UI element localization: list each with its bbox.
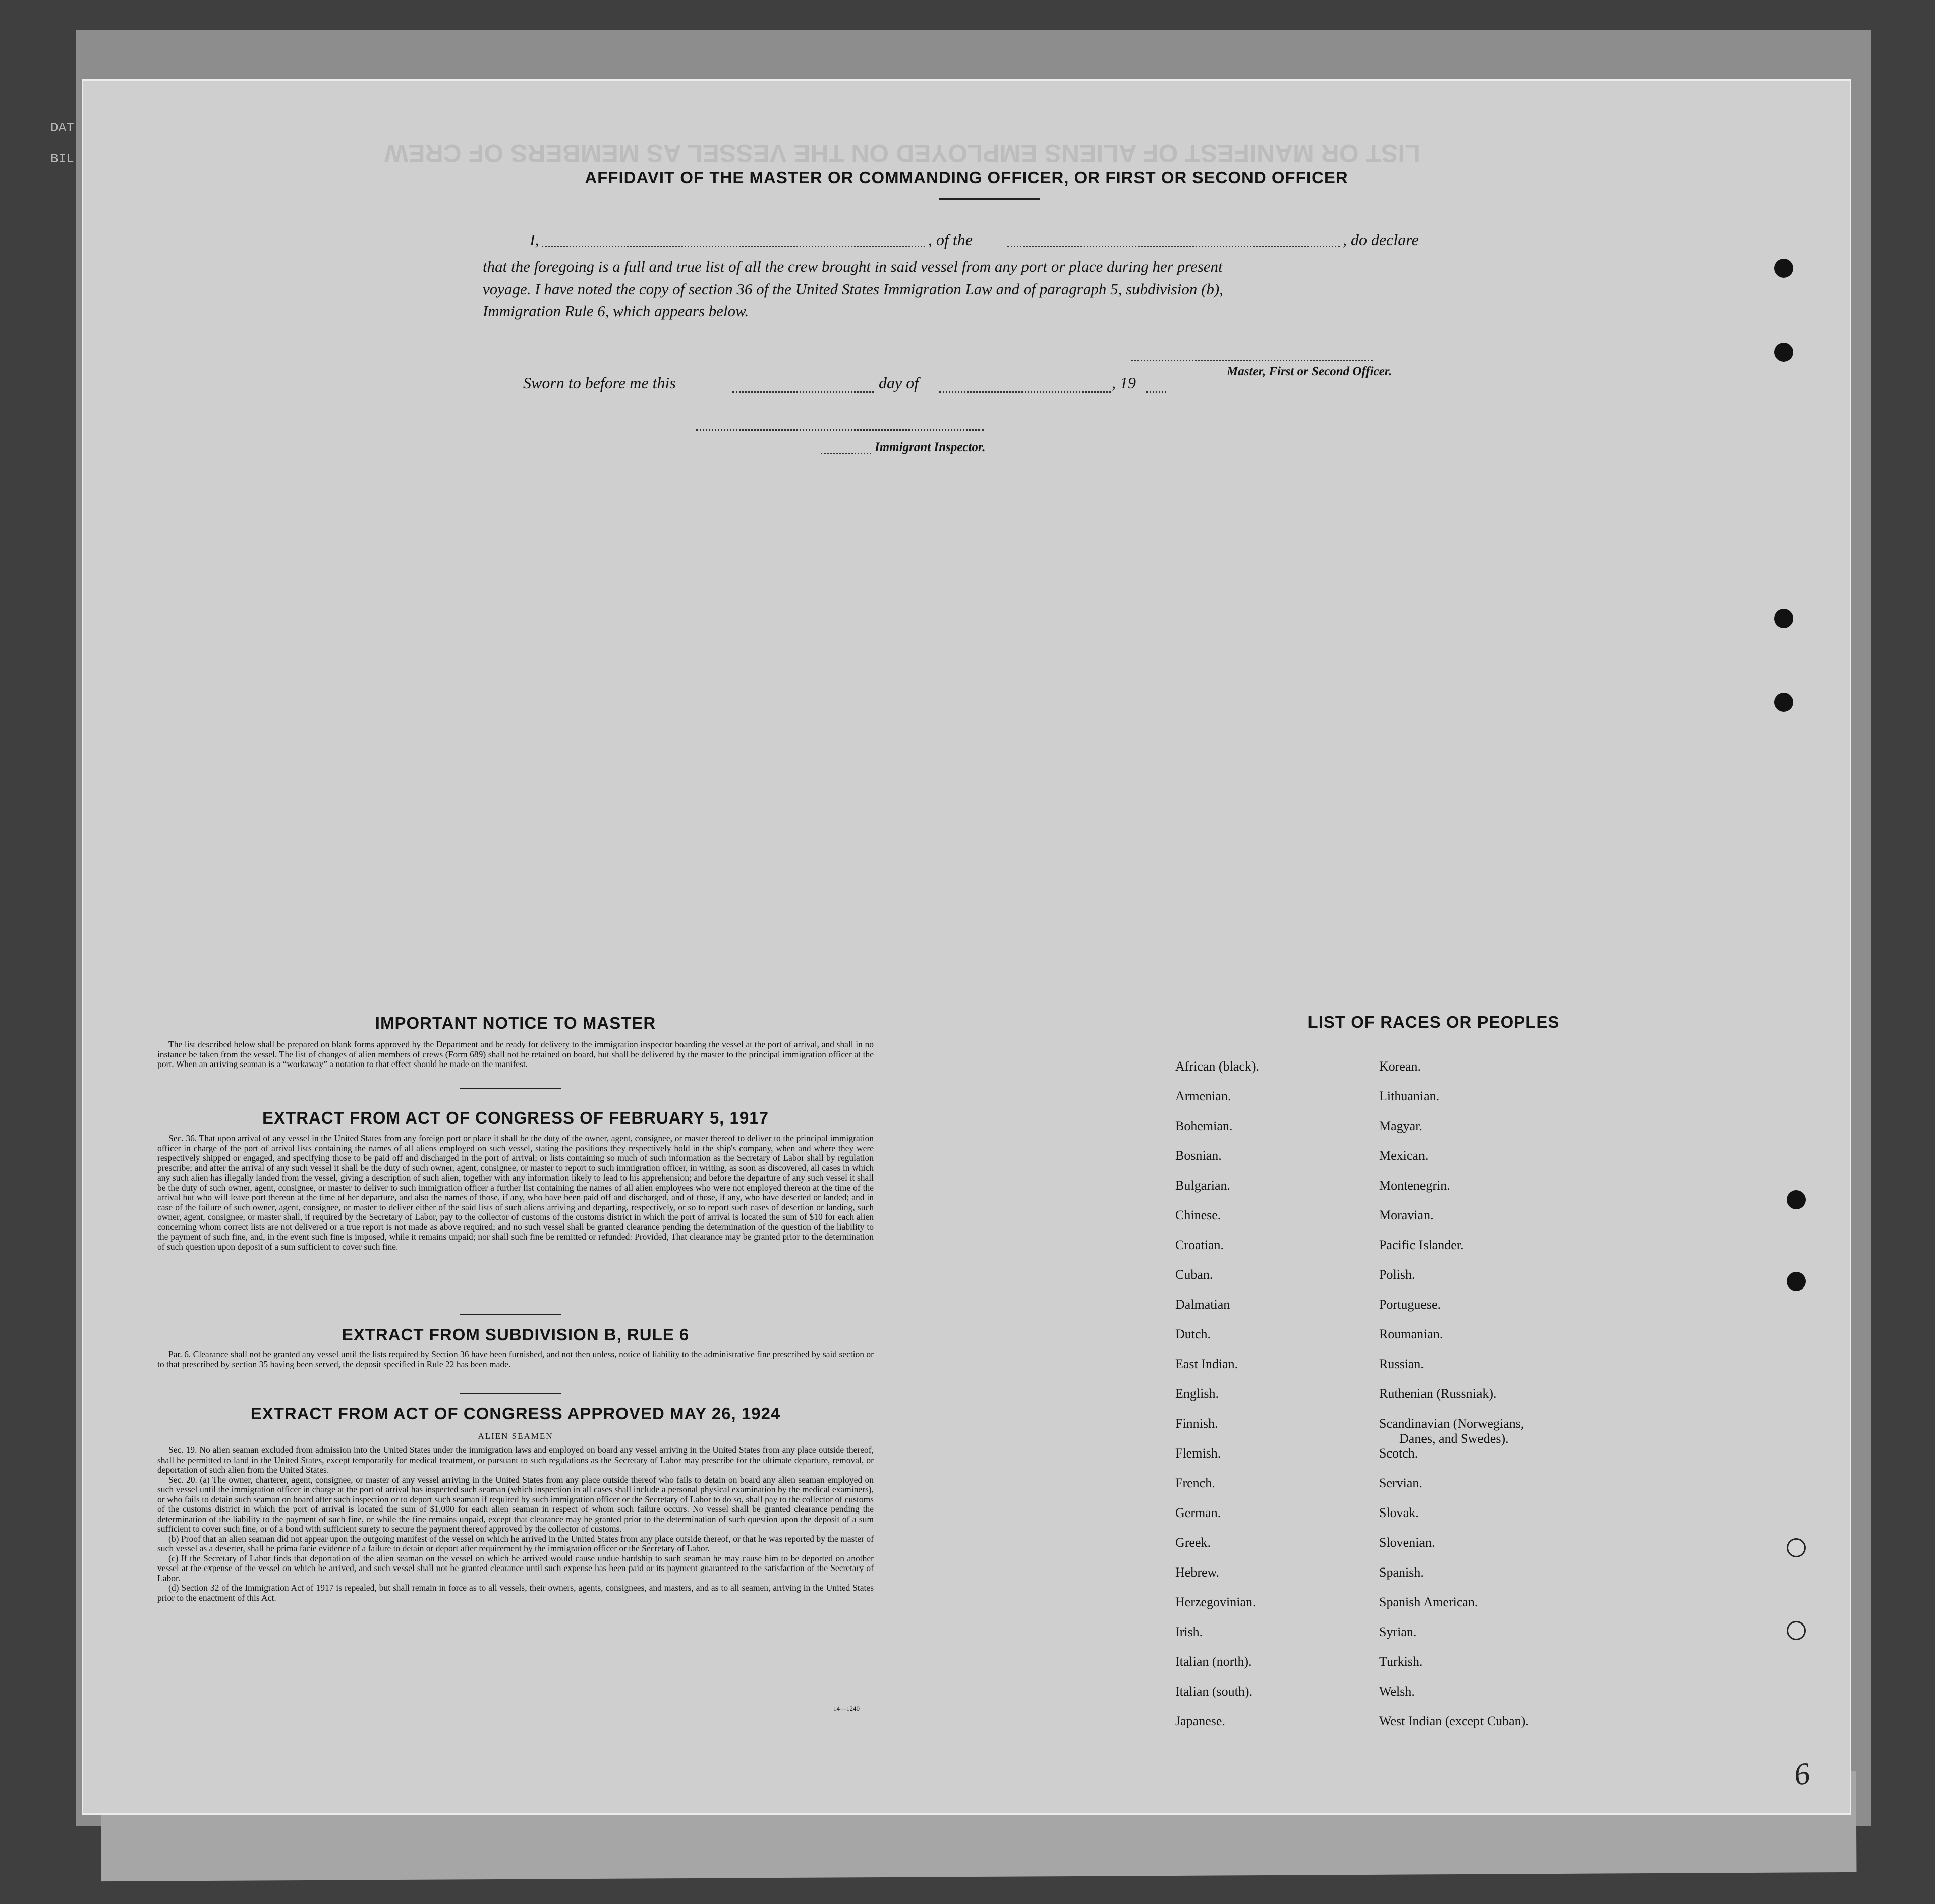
race-label: Moravian. [1379, 1208, 1434, 1222]
vessel-blank-line[interactable] [1007, 246, 1340, 247]
race-label: Pacific Islander. [1379, 1238, 1464, 1252]
race-label: Polish. [1379, 1267, 1415, 1282]
notice-divider [460, 1088, 561, 1089]
sec-20d-paragraph: (d) Section 32 of the Immigration Act of 1917 is repealed, but shall remain in force as to all vessels, their owners, agents, consignees, and masters, and as to all seamen, arriving in the United States prior to the enactment of this Act. [157, 1583, 874, 1603]
race-label: Japanese. [1175, 1714, 1225, 1728]
race-label: Italian (south). [1175, 1684, 1253, 1699]
right-race-item [1379, 1238, 1529, 1267]
affidavit-i-label: I, [530, 231, 539, 249]
race-label: Finnish. [1175, 1416, 1218, 1431]
extract-1924-title: EXTRACT FROM ACT OF CONGRESS APPROVED MAY 26, 1924 [250, 1404, 781, 1423]
races-right-column [1379, 1059, 1529, 1744]
race-label: East Indian. [1175, 1357, 1238, 1371]
inspector-caption: Immigrant Inspector. [875, 440, 986, 454]
race-label: Chinese. [1175, 1208, 1221, 1222]
right-race-item [1379, 1714, 1529, 1744]
race-label: Spanish American. [1379, 1595, 1478, 1609]
left-race-item [1175, 1267, 1259, 1297]
right-race-item [1379, 1565, 1529, 1595]
race-label: Ruthenian (Russniak). [1379, 1386, 1497, 1401]
affidavit-of-the-label: , of the [928, 231, 973, 249]
race-label: Servian. [1379, 1476, 1422, 1490]
left-race-item [1175, 1684, 1259, 1714]
extract-rule6-title: EXTRACT FROM SUBDIVISION B, RULE 6 [342, 1325, 690, 1344]
left-race-item [1175, 1714, 1259, 1744]
race-label: Slovenian. [1379, 1535, 1435, 1550]
race-label: Russian. [1379, 1357, 1424, 1371]
sworn-month-blank[interactable] [939, 391, 1111, 393]
right-race-item [1379, 1654, 1529, 1684]
sec-20b-paragraph: (b) Proof that an alien seaman did not appear upon the outgoing manifest of the vessel on which he arrived in the United States from any place outside thereof, or that he was reported by the master of such vessel as a deserter, shall be prima facie evidence of a failure to detain or deport after requirement by the immigration officer or the Secretary of Labor. [157, 1533, 874, 1553]
left-race-item [1175, 1118, 1259, 1148]
affidavit-line-2: voyage. I have noted the copy of section 36 of the United States Immigration Law and of paragraph 5, subdivision (b), [483, 280, 1223, 298]
extract-1917-text: Sec. 36. That upon arrival of any vessel in the United States from any foreign port or place it shall be the duty of the owner, agent, consignee, or master thereof to deliver to the principal immigration officer in charge of the port of arrival lists containing the names of all aliens employed on such vessel, stating the positions they respectively hold in the ship's company, when and where they were respectively shipped or engaged, and specifying those to be paid off and discharged in the port of arrival; or lists containing so much of such information as the Secretary of Labor shall by regulation prescribe; and after the arrival of any such vessel it shall be the duty of such owner, agent, consignee, or master to report to such immigration officer, in writing, as soon as discovered, all cases in which any such alien has illegally landed from the vessel, giving a description of such alien, together with any information likely to lead to his apprehension; and before the departure of any such vessel it shall be the duty of such owner, agent, consignee, or master to deliver to such immigration officer a further list containing the names of all alien employees who were not employed thereon at the time of the arrival but who will leave port thereon at the time of her departure, and also the names of those, if any, who have been paid off and discharged, and of those, if any, who have deserted or landed; and in case of the failure of such owner, agent, consignee, or master to deliver either of the said lists of such aliens arriving and departing, respectively, or so to report such cases of desertion or landing, such owner, agent, consignee, or master shall, if required by the Secretary of Labor, pay to the collector of customs of the customs district in which the port of arrival is located the sum of $10 for each alien concerning whom correct lists are not delivered or a true report is not made as above required; and no such vessel shall be granted clearance pending the determination of the question of the liability to the payment of such fine, and, in the event such fine is imposed, while it remains unpaid; nor shall such fine be remitted or refunded: Provided, That clearance may be granted prior to the determination of such question upon deposit of a sum sufficient to cover such fine. [157, 1133, 874, 1252]
sworn-year-blank[interactable] [1146, 391, 1166, 393]
race-label: Syrian. [1379, 1625, 1417, 1639]
race-label: English. [1175, 1386, 1219, 1401]
right-race-item [1379, 1297, 1529, 1327]
extract-rule6-divider [460, 1393, 561, 1394]
left-race-item [1175, 1208, 1259, 1238]
race-label: Herzegovinian. [1175, 1595, 1256, 1609]
race-label: Montenegrin. [1379, 1178, 1450, 1193]
race-label: Bulgarian. [1175, 1178, 1231, 1193]
race-label: French. [1175, 1476, 1215, 1490]
edge-text-bil: BIL [50, 151, 74, 166]
races-left-column [1175, 1059, 1259, 1744]
left-race-item [1175, 1327, 1259, 1357]
bleed-through-heading: LIST OR MANIFEST OF ALIENS EMPLOYED ON THE VESSEL AS MEMBERS OF CREW [384, 139, 1420, 167]
left-race-item [1175, 1059, 1259, 1089]
notice-title: IMPORTANT NOTICE TO MASTER [375, 1014, 656, 1032]
signature-caption: Master, First or Second Officer. [1227, 365, 1392, 378]
form-number: 14—1240 [833, 1705, 860, 1712]
sec-20a-paragraph: Sec. 20. (a) The owner, charterer, agent, consignee, or master of any vessel arriving in the United States from any place outside thereof who fails to detain on board any alien seaman employed on such vessel until the immigration officer in charge at the port of arrival has inspected such seaman (which inspection in all cases shall include a personal physical examination by the medical examiners), or who fails to detain such seaman on board after such inspection or to deport such seaman if required by such immigration officer or the Secretary of Labor to do so, shall pay to the collector of customs of the customs district in which the port of arrival is located the sum of $1,000 for each alien seaman in respect of whom such failure occurs. No vessel shall be granted clearance pending the determination of the liability to the payment of such fine, or while the fine remains unpaid, except that clearance may be granted prior to the determination of such question upon the deposit of a sum sufficient to cover such fine, or of a bond with sufficient surety to secure the payment thereof approved by the collector of customs. [157, 1474, 874, 1534]
race-label: Hebrew. [1175, 1565, 1220, 1580]
affidavit-declare-label: , do declare [1343, 231, 1419, 249]
race-label: Croatian. [1175, 1238, 1224, 1252]
extract-1917-divider [460, 1314, 561, 1315]
right-race-item [1379, 1178, 1529, 1208]
right-race-item [1379, 1118, 1529, 1148]
left-race-item [1175, 1654, 1259, 1684]
punch-hole [1787, 1621, 1806, 1640]
left-race-item [1175, 1238, 1259, 1267]
manifest-page [82, 79, 1851, 1815]
race-label: Greek. [1175, 1535, 1211, 1550]
punch-hole [1787, 1190, 1806, 1209]
right-race-item [1379, 1208, 1529, 1238]
title-divider [939, 198, 1040, 200]
right-race-item [1379, 1386, 1529, 1416]
left-race-item [1175, 1625, 1259, 1654]
extract-rule6-text: Par. 6. Clearance shall not be granted any vessel until the lists required by Section 36 have been furnished, and not then unless, notice of liability to the administrative fine prescribed by said section or to that prescribed by section 35 having been served, the deposit specified in Rule 22 has been made. [157, 1349, 874, 1369]
race-label: Flemish. [1175, 1446, 1221, 1461]
races-title: LIST OF RACES OR PEOPLES [1307, 1013, 1560, 1031]
race-label: Slovak. [1379, 1505, 1419, 1520]
right-race-item [1379, 1505, 1529, 1535]
right-race-item [1379, 1148, 1529, 1178]
right-race-item [1379, 1357, 1529, 1386]
inspector-signature-line[interactable] [696, 429, 984, 431]
extract-1924-subtitle: ALIEN SEAMEN [478, 1431, 553, 1441]
race-label: Turkish. [1379, 1654, 1423, 1669]
left-race-item [1175, 1416, 1259, 1446]
right-race-item [1379, 1267, 1529, 1297]
name-blank-line[interactable] [542, 246, 925, 247]
punch-hole [1774, 259, 1793, 278]
race-label: Portuguese. [1379, 1297, 1441, 1312]
right-race-item [1379, 1595, 1529, 1625]
affidavit-title: AFFIDAVIT OF THE MASTER OR COMMANDING OFFICER, OR FIRST OR SECOND OFFICER [585, 168, 1348, 187]
race-label: Korean. [1379, 1059, 1421, 1074]
race-label: Scandinavian (Norwegians, [1379, 1416, 1524, 1431]
left-race-item [1175, 1357, 1259, 1386]
race-label: Dalmatian [1175, 1297, 1230, 1312]
race-label: African (black). [1175, 1059, 1260, 1074]
left-race-item [1175, 1476, 1259, 1505]
right-race-item [1379, 1446, 1529, 1476]
punch-hole [1787, 1272, 1806, 1291]
right-race-item [1379, 1089, 1529, 1118]
sworn-label: Sworn to before me this [523, 374, 676, 392]
handwritten-page-number: 6 [1792, 1756, 1812, 1793]
race-label: West Indian (except Cuban). [1379, 1714, 1529, 1728]
race-label: Bosnian. [1175, 1148, 1222, 1163]
right-race-item [1379, 1625, 1529, 1654]
left-race-item [1175, 1297, 1259, 1327]
right-race-item [1379, 1416, 1529, 1446]
sec-20c-paragraph: (c) If the Secretary of Labor finds that deportation of the alien seaman on the vessel on which he arrived would cause undue hardship to such seaman he may cause him to be deported on another vessel at the expense of the vessel on which he arrived, and such vessel shall not be granted clearance until such expense has been paid or its payment guaranteed to the satisfaction of the Secretary of Labor. [157, 1553, 874, 1583]
left-race-item [1175, 1386, 1259, 1416]
right-race-item [1379, 1684, 1529, 1714]
punch-hole [1787, 1538, 1806, 1557]
right-race-item [1379, 1535, 1529, 1565]
race-label: German. [1175, 1505, 1221, 1520]
left-race-item [1175, 1535, 1259, 1565]
race-label: Armenian. [1175, 1089, 1231, 1103]
left-race-item [1175, 1505, 1259, 1535]
day-of-label: day of [879, 374, 919, 392]
race-label: Lithuanian. [1379, 1089, 1440, 1103]
left-race-item [1175, 1595, 1259, 1625]
race-label: Mexican. [1379, 1148, 1429, 1163]
left-race-item [1175, 1089, 1259, 1118]
notice-text: The list described below shall be prepared on blank forms approved by the Department and be ready for delivery to the immigration inspector boarding the vessel at the port of arrival, and shall in no instance be taken from the vessel. The list of changes of alien members of crews (Form 689) shall not be retained on board, but shall be delivered by the master to the principal immigration officer at the port. When an arriving seaman is a “workaway” a notation to that effect should be made on the manifest. [157, 1039, 874, 1069]
race-label: Dutch. [1175, 1327, 1211, 1341]
race-label: Irish. [1175, 1625, 1203, 1639]
edge-text-dat: DAT [50, 120, 74, 135]
signature-blank-line[interactable] [1131, 360, 1373, 361]
right-race-item [1379, 1059, 1529, 1089]
affidavit-line-3: Immigration Rule 6, which appears below. [483, 302, 749, 320]
left-race-item [1175, 1446, 1259, 1476]
affidavit-line-1: that the foregoing is a full and true list of all the crew brought in said vessel from any port or place during her present [483, 258, 1223, 275]
year-label: , 19 [1112, 374, 1136, 392]
race-label-continuation: Danes, and Swedes). [1399, 1431, 1509, 1446]
punch-hole [1774, 693, 1793, 712]
left-race-item [1175, 1148, 1259, 1178]
left-race-item [1175, 1178, 1259, 1208]
race-label: Welsh. [1379, 1684, 1415, 1699]
sworn-day-blank[interactable] [732, 391, 874, 393]
race-label: Spanish. [1379, 1565, 1424, 1580]
race-label: Scotch. [1379, 1446, 1418, 1461]
right-race-item [1379, 1327, 1529, 1357]
race-label: Roumanian. [1379, 1327, 1443, 1341]
sec-19-paragraph: Sec. 19. No alien seaman excluded from admission into the United States under the immigration laws and employed on board any vessel arriving in the United States from any place outside thereof, shall be permitted to land in the United States, except temporarily for medical treatment, or pursuant to such regulations as the Secretary of Labor may prescribe for the ultimate departure, removal, or deportation of such alien from the United States. [157, 1445, 874, 1475]
punch-hole [1774, 343, 1793, 362]
extract-1917-title: EXTRACT FROM ACT OF CONGRESS OF FEBRUARY 5, 1917 [262, 1108, 769, 1127]
race-label: Italian (north). [1175, 1654, 1252, 1669]
extract-1924-text [157, 1445, 874, 1603]
left-race-item [1175, 1565, 1259, 1595]
inspector-caption-lead [821, 453, 871, 454]
race-label: Magyar. [1379, 1118, 1422, 1133]
race-label: Cuban. [1175, 1267, 1213, 1282]
race-label: Bohemian. [1175, 1118, 1233, 1133]
right-race-item [1379, 1476, 1529, 1505]
punch-hole [1774, 609, 1793, 628]
